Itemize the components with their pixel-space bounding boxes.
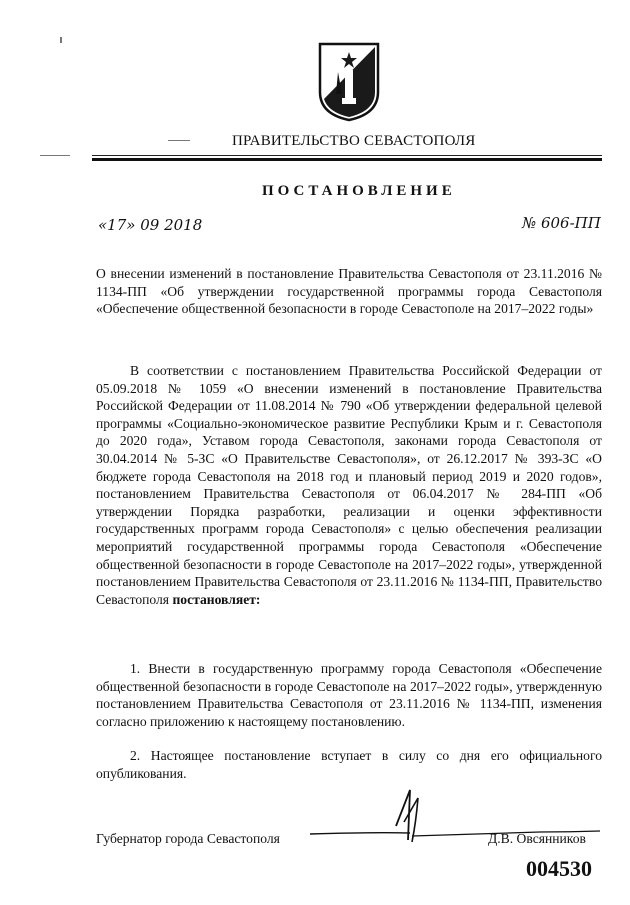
- scan-speck: [60, 37, 62, 43]
- preamble-paragraph: [96, 362, 602, 608]
- sevastopol-coat-of-arms-emblem: [318, 42, 380, 122]
- serial-number: 004530: [526, 856, 592, 881]
- government-title: ПРАВИТЕЛЬСТВО СЕВАСТОПОЛЯ: [232, 133, 476, 149]
- clause-2: 2. Настоящее постановление вступает в силу со дня его официального опубликования.: [96, 748, 602, 781]
- header-rule-thick: [92, 158, 602, 161]
- header-rule-thin: [92, 155, 602, 156]
- document-date: «17» 09 2018: [98, 216, 203, 234]
- resolves-verb: постановляет:: [172, 591, 261, 607]
- signatory-title: Губернатор города Севастополя: [96, 831, 280, 846]
- scan-speck: [40, 155, 70, 156]
- clause-1: 1. Внести в государственную программу города Севастополя «Обеспечение общественной безопасности в городе Севастополе на 2017–2022 годы», утвержденную постановлением Правительства Севастополя от 23.11.2016 № 1134-ПП, изменения согласно приложению к настоящему постановлению.: [96, 661, 602, 729]
- scan-speck: [168, 140, 190, 141]
- document-number: № 606-ПП: [522, 214, 601, 232]
- signatory-name: Д.В. Овсянников: [488, 831, 586, 846]
- document-type-heading: ПОСТАНОВЛЕНИЕ: [262, 183, 456, 199]
- preamble-text: В соответствии с постановлением Правительства Российской Федерации от 05.09.2018 № 1059 «О внесении изменений в постановление Правительства Российской Федерации от 11.08.2014 № 790 «Об утверждении федеральной целевой программы «Социально-экономическое развитие Республики Крым и г. Севастополя до 2020 года», Уставом города Севастополя, законами города Севастополя от 30.04.2014 № 5-ЗС «О Правительстве Севастополя», от 26.12.2017 № 393-ЗС «О бюджете города Севастополя на 2018 год и плановый период 2019 и 2020 годов», постановлением Правительства Севастополя от 06.04.2017 № 284-ПП «Об утверждении Порядка разработки, реализации и оценки эффективности государственных программ города Севастополя» с целью обеспечения реализации мероприятий государственной программы города Севастополя «Обеспечение общественной безопасности в городе Севастополе на 2017–2022 годы», утвержденной постановлением Правительства Севастополя от 23.11.2016 № 1134-ПП, Правительство Севастополя: [96, 363, 602, 607]
- document-subject: О внесении изменений в постановление Правительства Севастополя от 23.11.2016 № 1134-ПП «Об утверждении государственной программы города Севастополя «Обеспечение общественной безопасности в городе Севастополе на 2017–2022 годы»: [96, 266, 602, 317]
